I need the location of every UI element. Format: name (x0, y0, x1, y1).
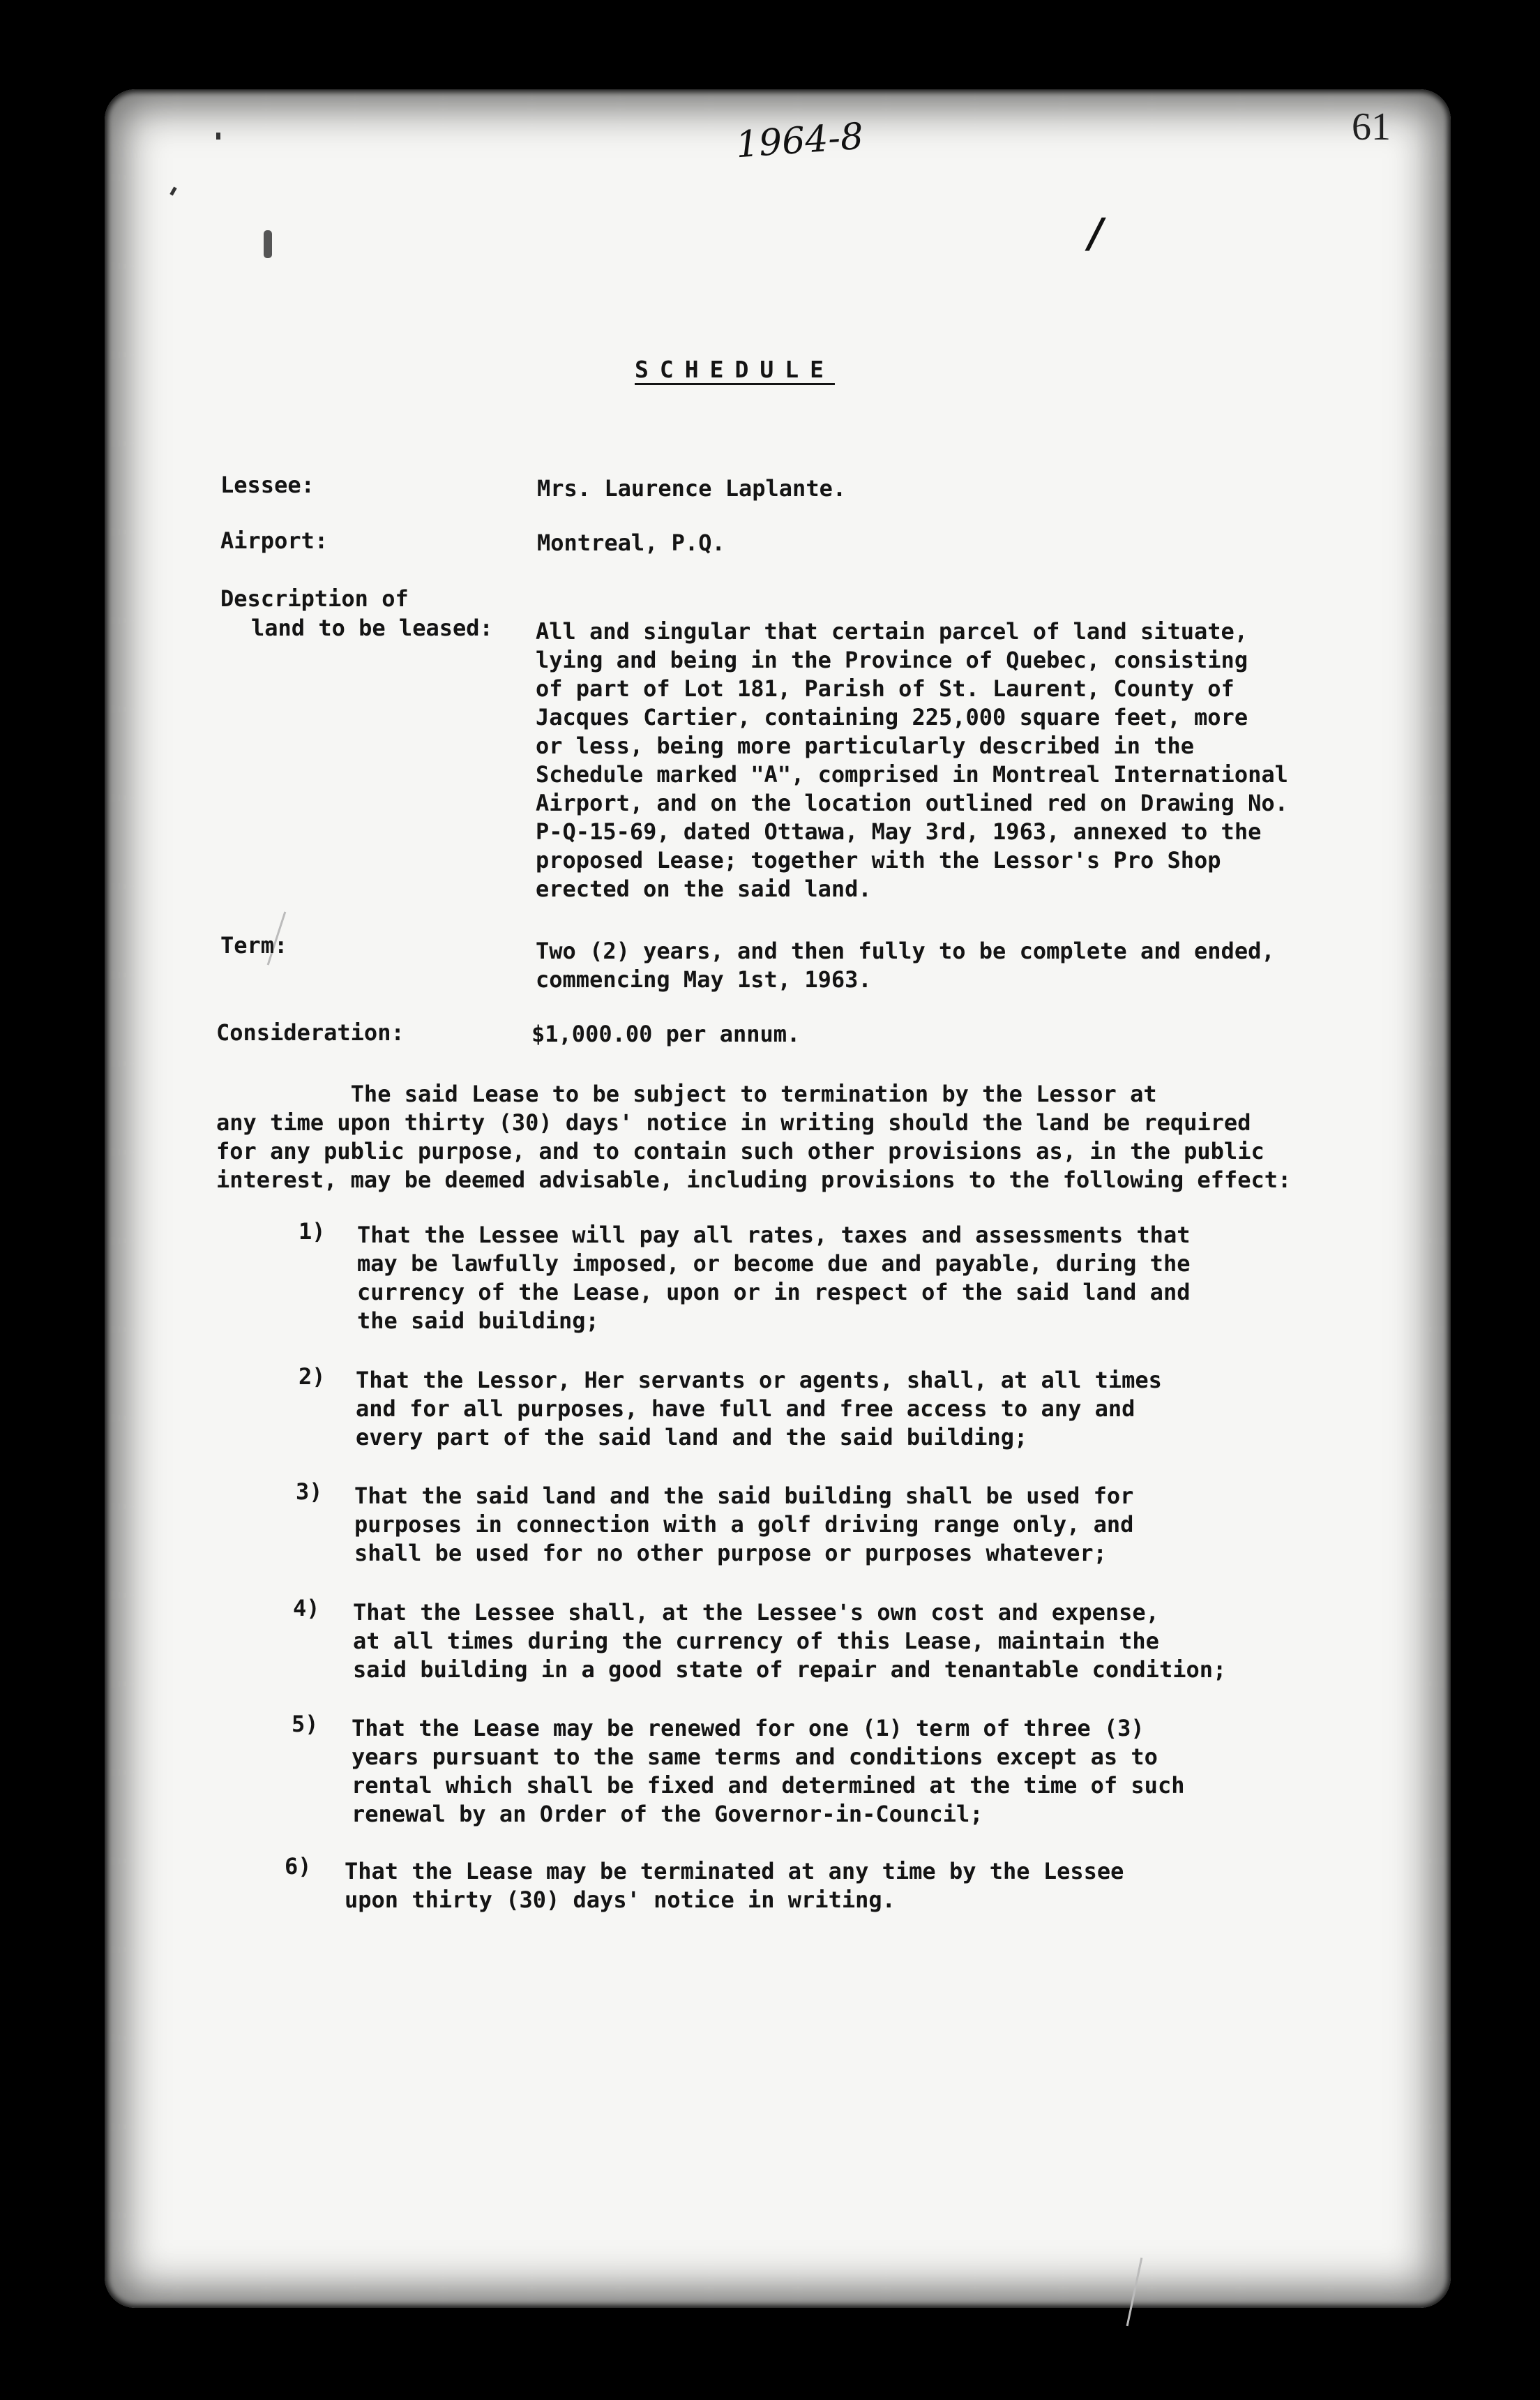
lessee-label: Lessee: (220, 472, 315, 498)
provision-number: 3) (296, 1478, 323, 1505)
provision-number: 6) (285, 1853, 312, 1880)
provision-line: That the Lessee will pay all rates, taxes and assessments that (357, 1222, 1191, 1248)
description-line: erected on the said land. (536, 876, 872, 902)
scan-speck (264, 230, 272, 258)
term-label: Term: (220, 932, 288, 959)
provision-line: That the Lessee shall, at the Lessee's own cost and expense, (353, 1599, 1159, 1626)
handwritten-reference: 1964-8 (734, 115, 865, 167)
provision-line: rental which shall be fixed and determined at the time of such (352, 1772, 1185, 1799)
provision-line: purposes in connection with a golf driving range only, and (354, 1511, 1134, 1538)
provision-number: 2) (299, 1363, 326, 1390)
airport-label: Airport: (220, 527, 329, 554)
paragraph-line: The said Lease to be subject to termination by the Lessor at (216, 1081, 1157, 1107)
paragraph-line: any time upon thirty (30) days' notice in writing should the land be required (216, 1109, 1251, 1136)
provision-line: and for all purposes, have full and free access to any and (356, 1395, 1135, 1422)
page-number: 61 (1352, 105, 1391, 149)
description-line: Schedule marked "A", comprised in Montreal International (536, 761, 1288, 788)
provision-text (357, 1221, 1190, 1335)
provision-line: every part of the said land and the said building; (356, 1424, 1028, 1450)
provision-line: That the Lease may be terminated at any time by the Lessee (345, 1858, 1124, 1884)
provision-line: shall be used for no other purpose or purposes whatever; (354, 1540, 1107, 1566)
term-line: Two (2) years, and then fully to be complete and ended, (536, 938, 1275, 964)
document-title: SCHEDULE (635, 356, 835, 383)
provision-text (353, 1598, 1226, 1684)
term-text (536, 937, 1275, 994)
description-text (536, 617, 1288, 903)
description-line: Airport, and on the location outlined red on Drawing No. (536, 790, 1288, 816)
paragraph-line: for any public purpose, and to contain such other provisions as, in the public (216, 1138, 1265, 1164)
lessee-value: Mrs. Laurence Laplante. (537, 475, 847, 502)
provision-text (352, 1714, 1184, 1829)
description-line: of part of Lot 181, Parish of St. Laurent, County of (536, 675, 1235, 702)
provision-line: the said building; (357, 1307, 599, 1334)
paragraph-line: interest, may be deemed advisable, including provisions to the following effect: (216, 1167, 1292, 1193)
document-page (105, 89, 1451, 2308)
provision-line: That the said land and the said building shall be used for (354, 1483, 1134, 1509)
provision-text (356, 1366, 1162, 1452)
provision-number: 4) (293, 1595, 320, 1621)
handwritten-mark: / (1088, 209, 1103, 257)
term-line: commencing May 1st, 1963. (536, 966, 872, 993)
body-paragraph (216, 1080, 1291, 1194)
scan-speck (216, 133, 220, 140)
provision-line: upon thirty (30) days' notice in writing. (345, 1887, 896, 1913)
consideration-value: $1,000.00 per annum. (531, 1021, 801, 1047)
provision-line: currency of the Lease, upon or in respect of the said land and (357, 1279, 1191, 1305)
provision-line: renewal by an Order of the Governor-in-Council; (352, 1801, 983, 1827)
description-line: Jacques Cartier, containing 225,000 square feet, more (536, 704, 1248, 730)
provision-text (345, 1857, 1124, 1914)
provision-line: at all times during the currency of this Lease, maintain the (353, 1628, 1159, 1654)
consideration-label: Consideration: (216, 1019, 405, 1046)
provision-line: may be lawfully imposed, or become due and payable, during the (357, 1250, 1191, 1277)
provision-number: 5) (292, 1711, 319, 1737)
description-line: proposed Lease; together with the Lessor's Pro Shop (536, 847, 1221, 873)
provision-line: years pursuant to the same terms and conditions except as to (352, 1743, 1158, 1770)
provision-line: That the Lessor, Her servants or agents, shall, at all times (356, 1367, 1162, 1393)
provision-number: 1) (299, 1218, 326, 1245)
description-line: All and singular that certain parcel of land situate, (536, 618, 1248, 645)
description-label-line1: Description of (220, 585, 409, 612)
provision-line: said building in a good state of repair and tenantable condition; (353, 1656, 1227, 1683)
description-line: P-Q-15-69, dated Ottawa, May 3rd, 1963, annexed to the (536, 818, 1262, 845)
provision-line: That the Lease may be renewed for one (1) term of three (3) (352, 1715, 1145, 1741)
provision-text (354, 1482, 1133, 1568)
description-line: lying and being in the Province of Quebec, consisting (536, 647, 1248, 673)
description-label-line2: land to be leased: (251, 615, 493, 641)
description-line: or less, being more particularly described in the (536, 733, 1195, 759)
airport-value: Montreal, P.Q. (537, 530, 725, 556)
